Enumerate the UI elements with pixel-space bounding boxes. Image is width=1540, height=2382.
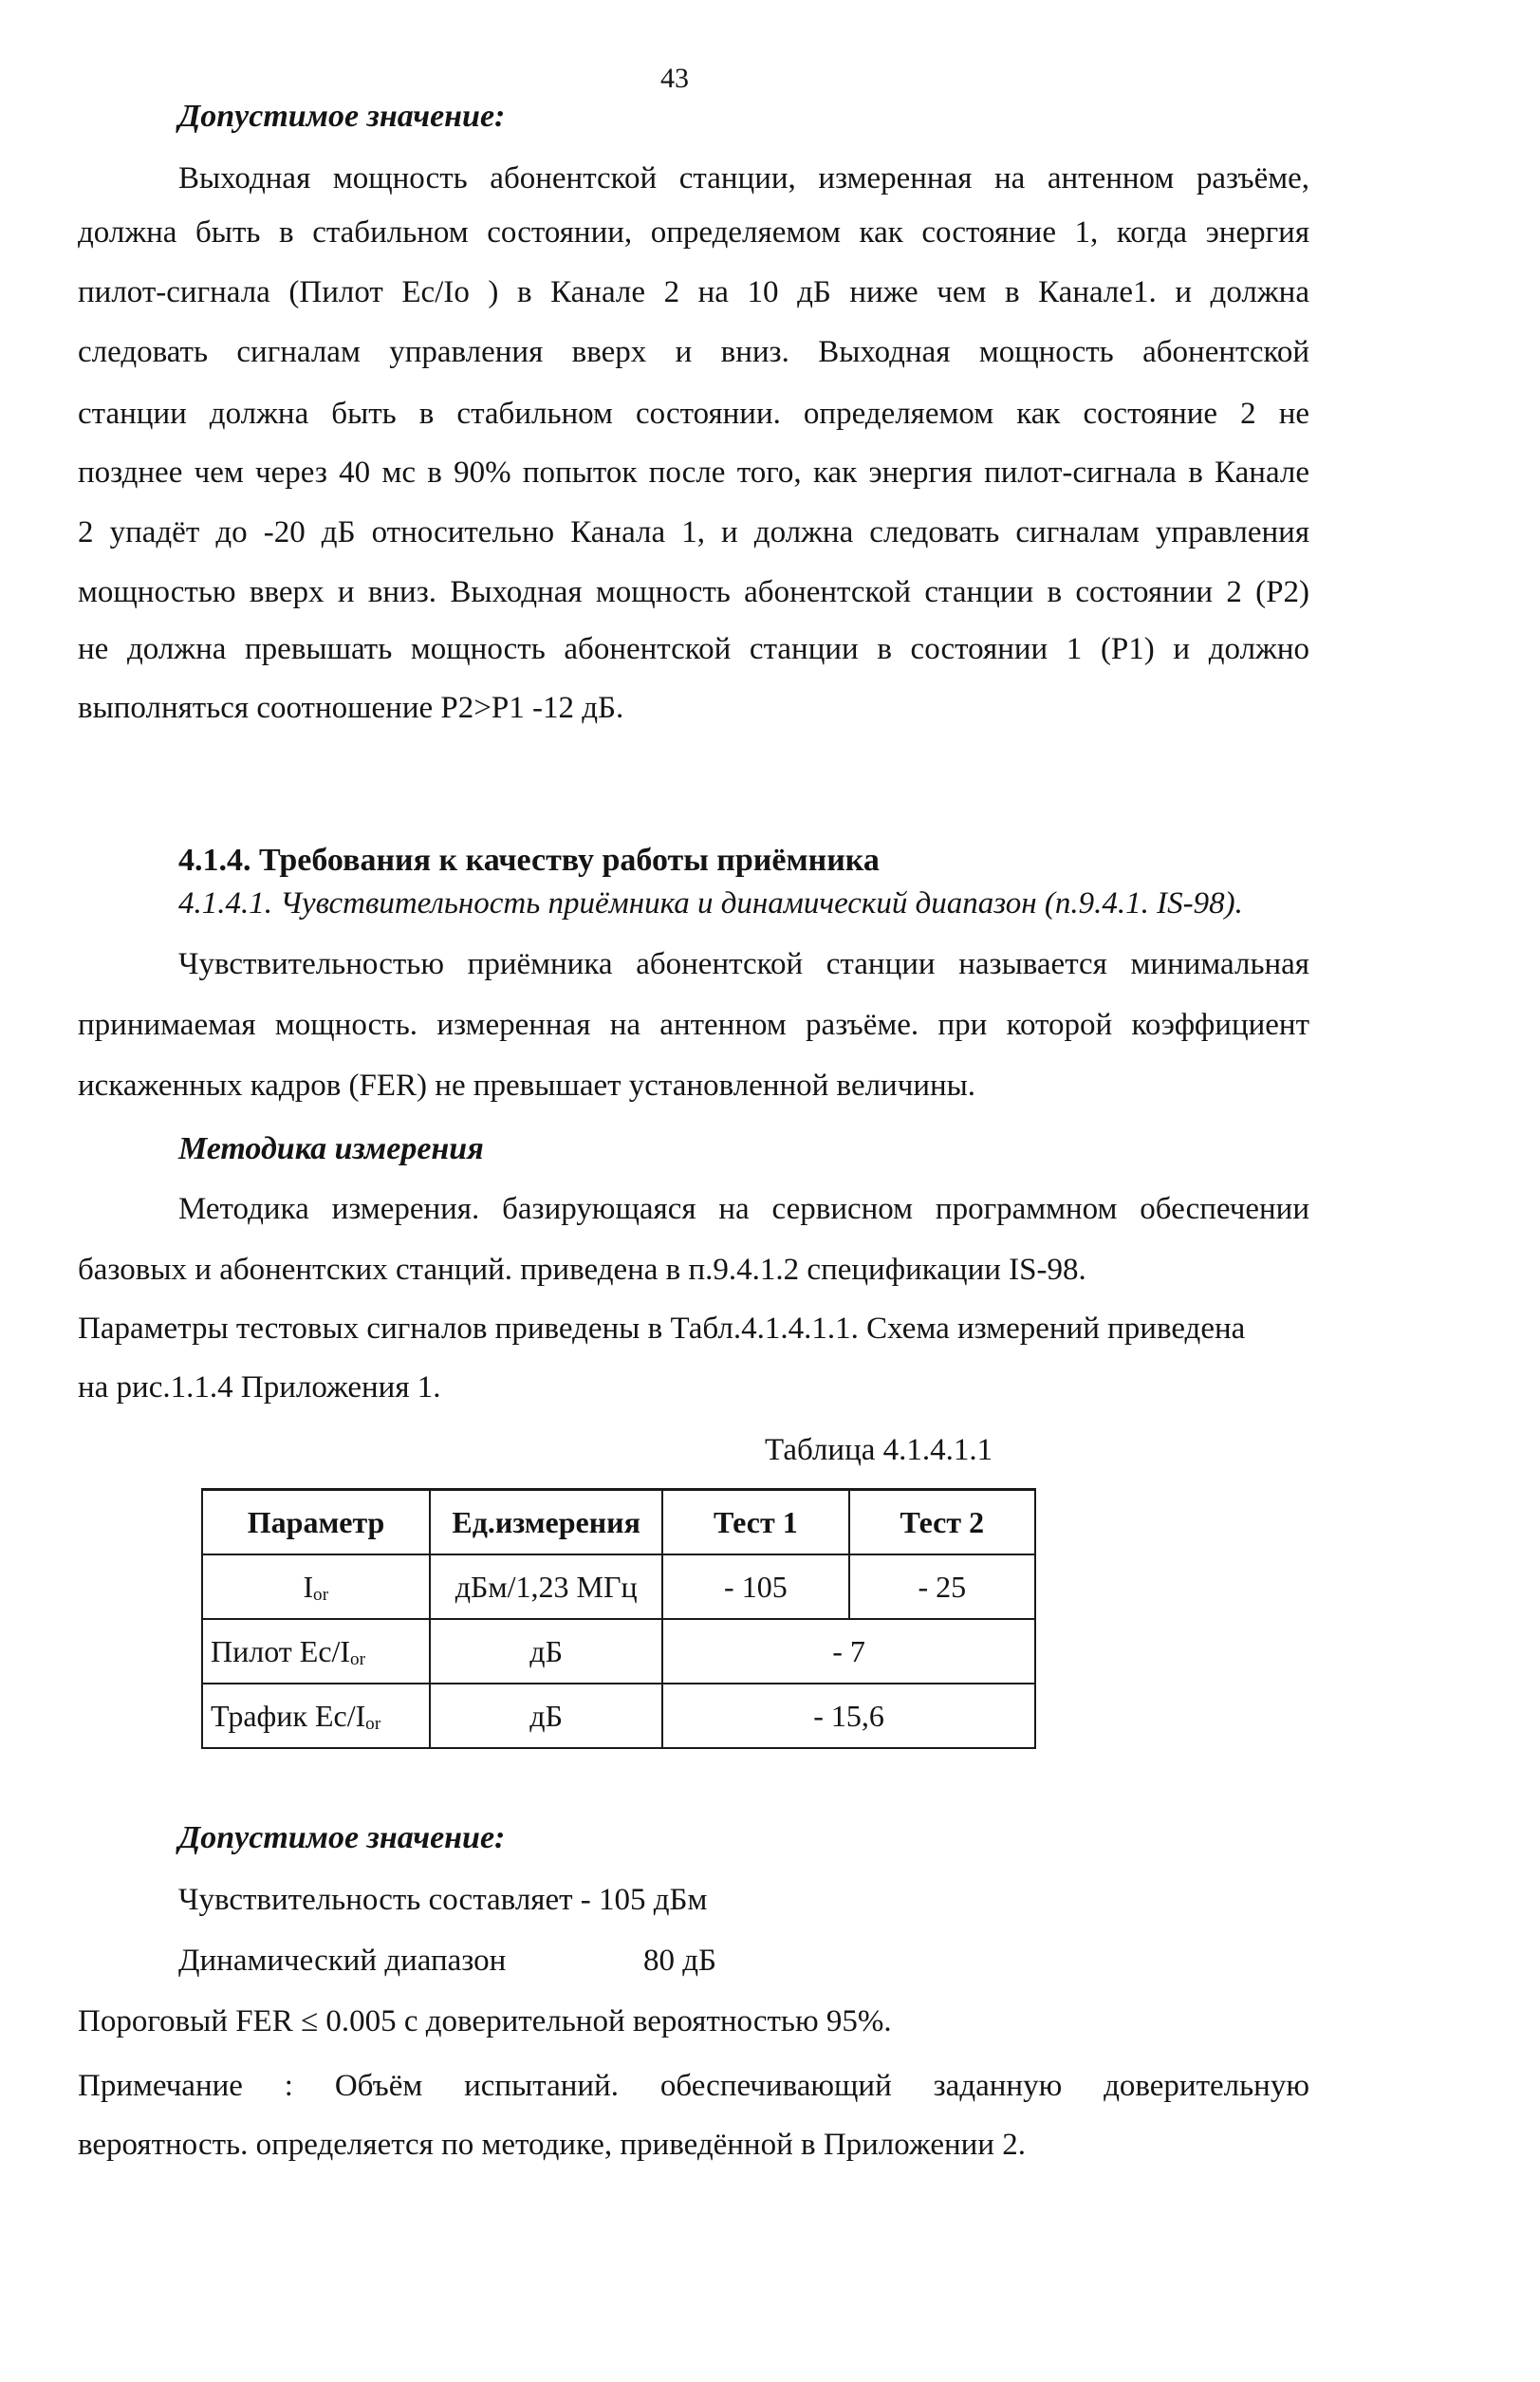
table-row	[202, 1684, 1035, 1748]
paragraph-line: Методика измерения. базирующаяся на сервисном программном обеспечении	[178, 1192, 1309, 1226]
cell-unit: дБ	[430, 1684, 662, 1748]
parameters-table	[201, 1488, 1036, 1749]
header-unit: Ед.измерения	[430, 1490, 662, 1555]
note-line: вероятность. определяется по методике, приведённой в Приложении 2.	[78, 2128, 1026, 2162]
section-heading: 4.1.4. Требования к качеству работы приёмника	[178, 843, 880, 878]
allowed-value-heading-2: Допустимое значение:	[178, 1820, 506, 1855]
dynamic-range-label: Динамический диапазон	[178, 1944, 507, 1978]
cell-param: Трафик Eс/Iₒᵣ	[202, 1684, 430, 1748]
paragraph-line: 2 упадёт до -20 дБ относительно Канала 1, и должна следовать сигналам управления	[78, 515, 1309, 549]
cell-test1: - 105	[662, 1554, 848, 1619]
table-row	[202, 1619, 1035, 1684]
table-caption: Таблица 4.1.4.1.1	[765, 1433, 993, 1467]
header-test2: Тест 2	[849, 1490, 1035, 1555]
cell-param: Iₒᵣ	[202, 1554, 430, 1619]
paragraph-line: принимаемая мощность. измеренная на антенном разъёме. при которой коэффициент	[78, 1008, 1309, 1042]
paragraph-line: станции должна быть в стабильном состоянии. определяемом как состояние 2 не	[78, 397, 1309, 431]
paragraph-line: позднее чем через 40 мс в 90% попыток после того, как энергия пилот-сигнала в Канале	[78, 456, 1309, 490]
header-test1: Тест 1	[662, 1490, 848, 1555]
dynamic-range-value: 80 дБ	[643, 1944, 716, 1978]
allowed-value-heading-1: Допустимое значение:	[178, 99, 506, 134]
paragraph-line: Чувствительностью приёмника абонентской станции называется минимальная	[178, 947, 1309, 981]
note-line: Примечание : Объём испытаний. обеспечивающий заданную доверительную	[78, 2069, 1309, 2103]
cell-unit: дБм/1,23 МГц	[430, 1554, 662, 1619]
cell-merged-value: - 15,6	[662, 1684, 1035, 1748]
subsection-heading: 4.1.4.1. Чувствительность приёмника и динамический диапазон (п.9.4.1. IS-98).	[178, 886, 1243, 921]
fer-line: Пороговый FER ≤ 0.005 с доверительной вероятностью 95%.	[78, 2004, 892, 2038]
paragraph-line: должна быть в стабильном состоянии, определяемом как состояние 1, когда энергия	[78, 215, 1309, 250]
table-row	[202, 1554, 1035, 1619]
cell-unit: дБ	[430, 1619, 662, 1684]
cell-test2: - 25	[849, 1554, 1035, 1619]
paragraph-line: пилот-сигнала (Пилот Eс/Iо ) в Канале 2 на 10 дБ ниже чем в Канале1. и должна	[78, 275, 1309, 309]
paragraph-line: Выходная мощность абонентской станции, измеренная на антенном разъёме,	[178, 161, 1309, 195]
paragraph-line: искаженных кадров (FER) не превышает установленной величины.	[78, 1069, 976, 1103]
paragraph-line: мощностью вверх и вниз. Выходная мощность абонентской станции в состоянии 2 (Р2)	[78, 575, 1309, 609]
paragraph-line: не должна превышать мощность абонентской станции в состоянии 1 (Р1) и должно	[78, 632, 1309, 666]
paragraph-line: Параметры тестовых сигналов приведены в Табл.4.1.4.1.1. Схема измерений приведена	[78, 1312, 1246, 1346]
table-header-row	[202, 1490, 1035, 1555]
paragraph-line: базовых и абонентских станций. приведена в п.9.4.1.2 спецификации IS-98.	[78, 1253, 1086, 1287]
sensitivity-line: Чувствительность составляет - 105 дБм	[178, 1883, 708, 1917]
header-param: Параметр	[202, 1490, 430, 1555]
method-heading: Методика измерения	[178, 1131, 484, 1166]
paragraph-line: на рис.1.1.4 Приложения 1.	[78, 1370, 441, 1405]
page-number: 43	[660, 63, 689, 94]
cell-param: Пилот Eс/Iₒᵣ	[202, 1619, 430, 1684]
paragraph-line: следовать сигналам управления вверх и вниз. Выходная мощность абонентской	[78, 335, 1309, 369]
cell-merged-value: - 7	[662, 1619, 1035, 1684]
paragraph-line: выполняться соотношение Р2>Р1 -12 дБ.	[78, 691, 624, 725]
